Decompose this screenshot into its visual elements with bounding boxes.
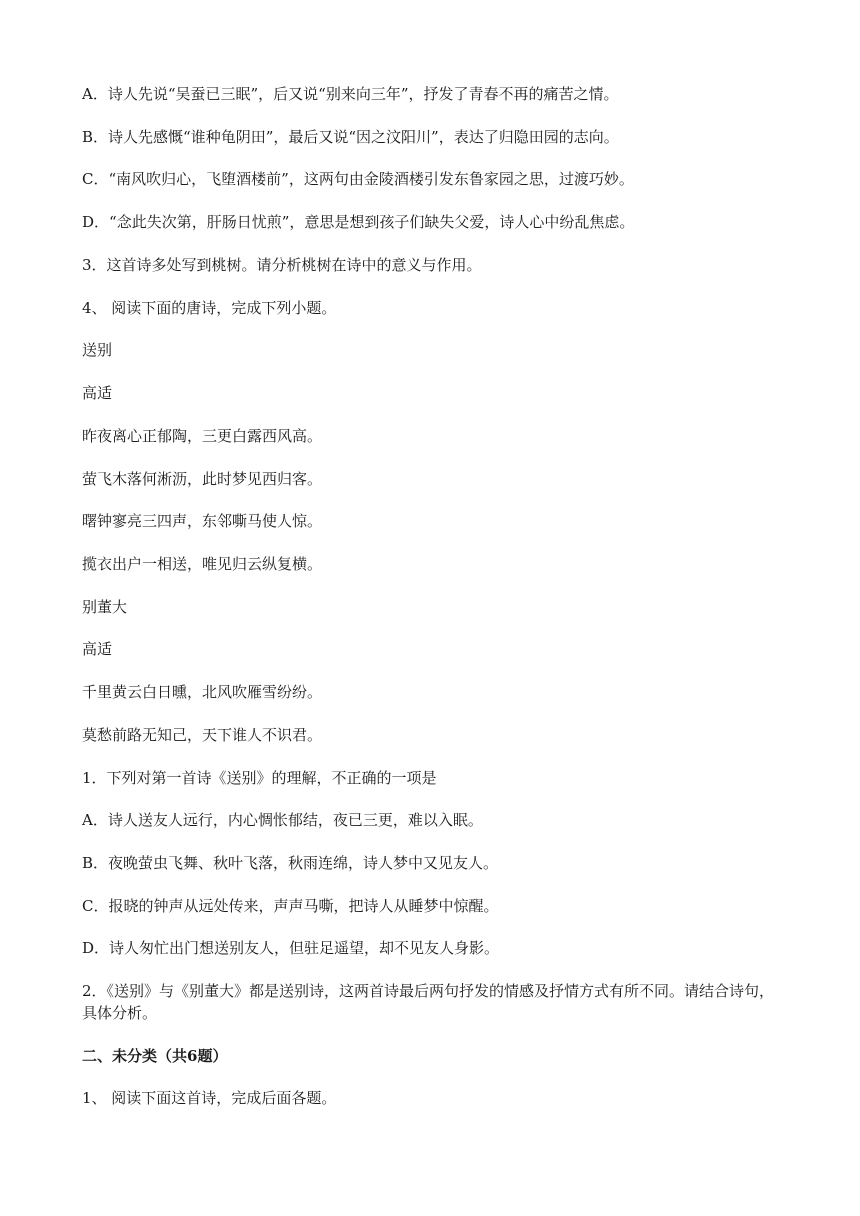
poem-2-verse-2: 莫愁前路无知己，天下谁人不识君。 <box>82 726 323 744</box>
sub-question-2: 2．《送别》与《别董大》都是送别诗，这两首诗最后两句抒发的情感及抒情方式有所不同。请结合诗句，具体分析。 <box>82 982 775 1022</box>
poem-2-title: 别董大 <box>82 598 128 616</box>
sub-option-a: A．诗人送友人远行，内心惆怅郁结，夜已三更，难以入眠。 <box>82 811 483 829</box>
option-b-line: B．诗人先感慨“谁种龟阴田”，最后又说“因之汶阳川”，表达了归隐田园的志向。 <box>82 128 619 146</box>
option-a-line: A．诗人先说“吴蚕已三眠”，后又说“别来向三年”，抒发了青春不再的痛苦之情。 <box>82 85 619 103</box>
poem-1-verse-2: 萤飞木落何淅沥，此时梦见西归客。 <box>82 470 323 488</box>
question-3-line: 3．这首诗多处写到桃树。请分析桃树在诗中的意义与作用。 <box>82 256 482 274</box>
sub-option-d: D．诗人匆忙出门想送别友人，但驻足遥望，却不见友人身影。 <box>82 939 500 957</box>
poem-1-verse-1: 昨夜离心正郁陶，三更白露西风高。 <box>82 427 323 445</box>
sub-option-c: C．报晓的钟声从远处传来，声声马嘶，把诗人从睡梦中惊醒。 <box>82 897 499 915</box>
option-d-line: D．“念此失次第，肝肠日忧煎”，意思是想到孩子们缺失父爱，诗人心中纷乱焦虑。 <box>82 213 635 231</box>
poem-1-verse-4: 揽衣出户一相送，唯见归云纵复横。 <box>82 555 323 573</box>
poem-1-verse-3: 曙钟寥亮三四声，东邻嘶马使人惊。 <box>82 512 323 530</box>
section-question-1: 1、 阅读下面这首诗，完成后面各题。 <box>82 1089 337 1107</box>
option-c-line: C．“南风吹归心，飞堕酒楼前”，这两句由金陵酒楼引发东鲁家园之思，过渡巧妙。 <box>82 170 634 188</box>
poem-2-author: 高适 <box>82 640 113 658</box>
sub-question-1: 1．下列对第一首诗《送别》的理解，不正确的一项是 <box>82 769 437 787</box>
poem-2-verse-1: 千里黄云白日曛，北风吹雁雪纷纷。 <box>82 683 323 701</box>
section-heading: 二、未分类（共6题） <box>82 1047 228 1065</box>
poem-1-title: 送别 <box>82 341 113 359</box>
poem-1-author: 高适 <box>82 384 113 402</box>
question-4-line: 4、 阅读下面的唐诗，完成下列小题。 <box>82 299 337 317</box>
sub-option-b: B．夜晚萤虫飞舞、秋叶飞落，秋雨连绵，诗人梦中又见友人。 <box>82 854 499 872</box>
